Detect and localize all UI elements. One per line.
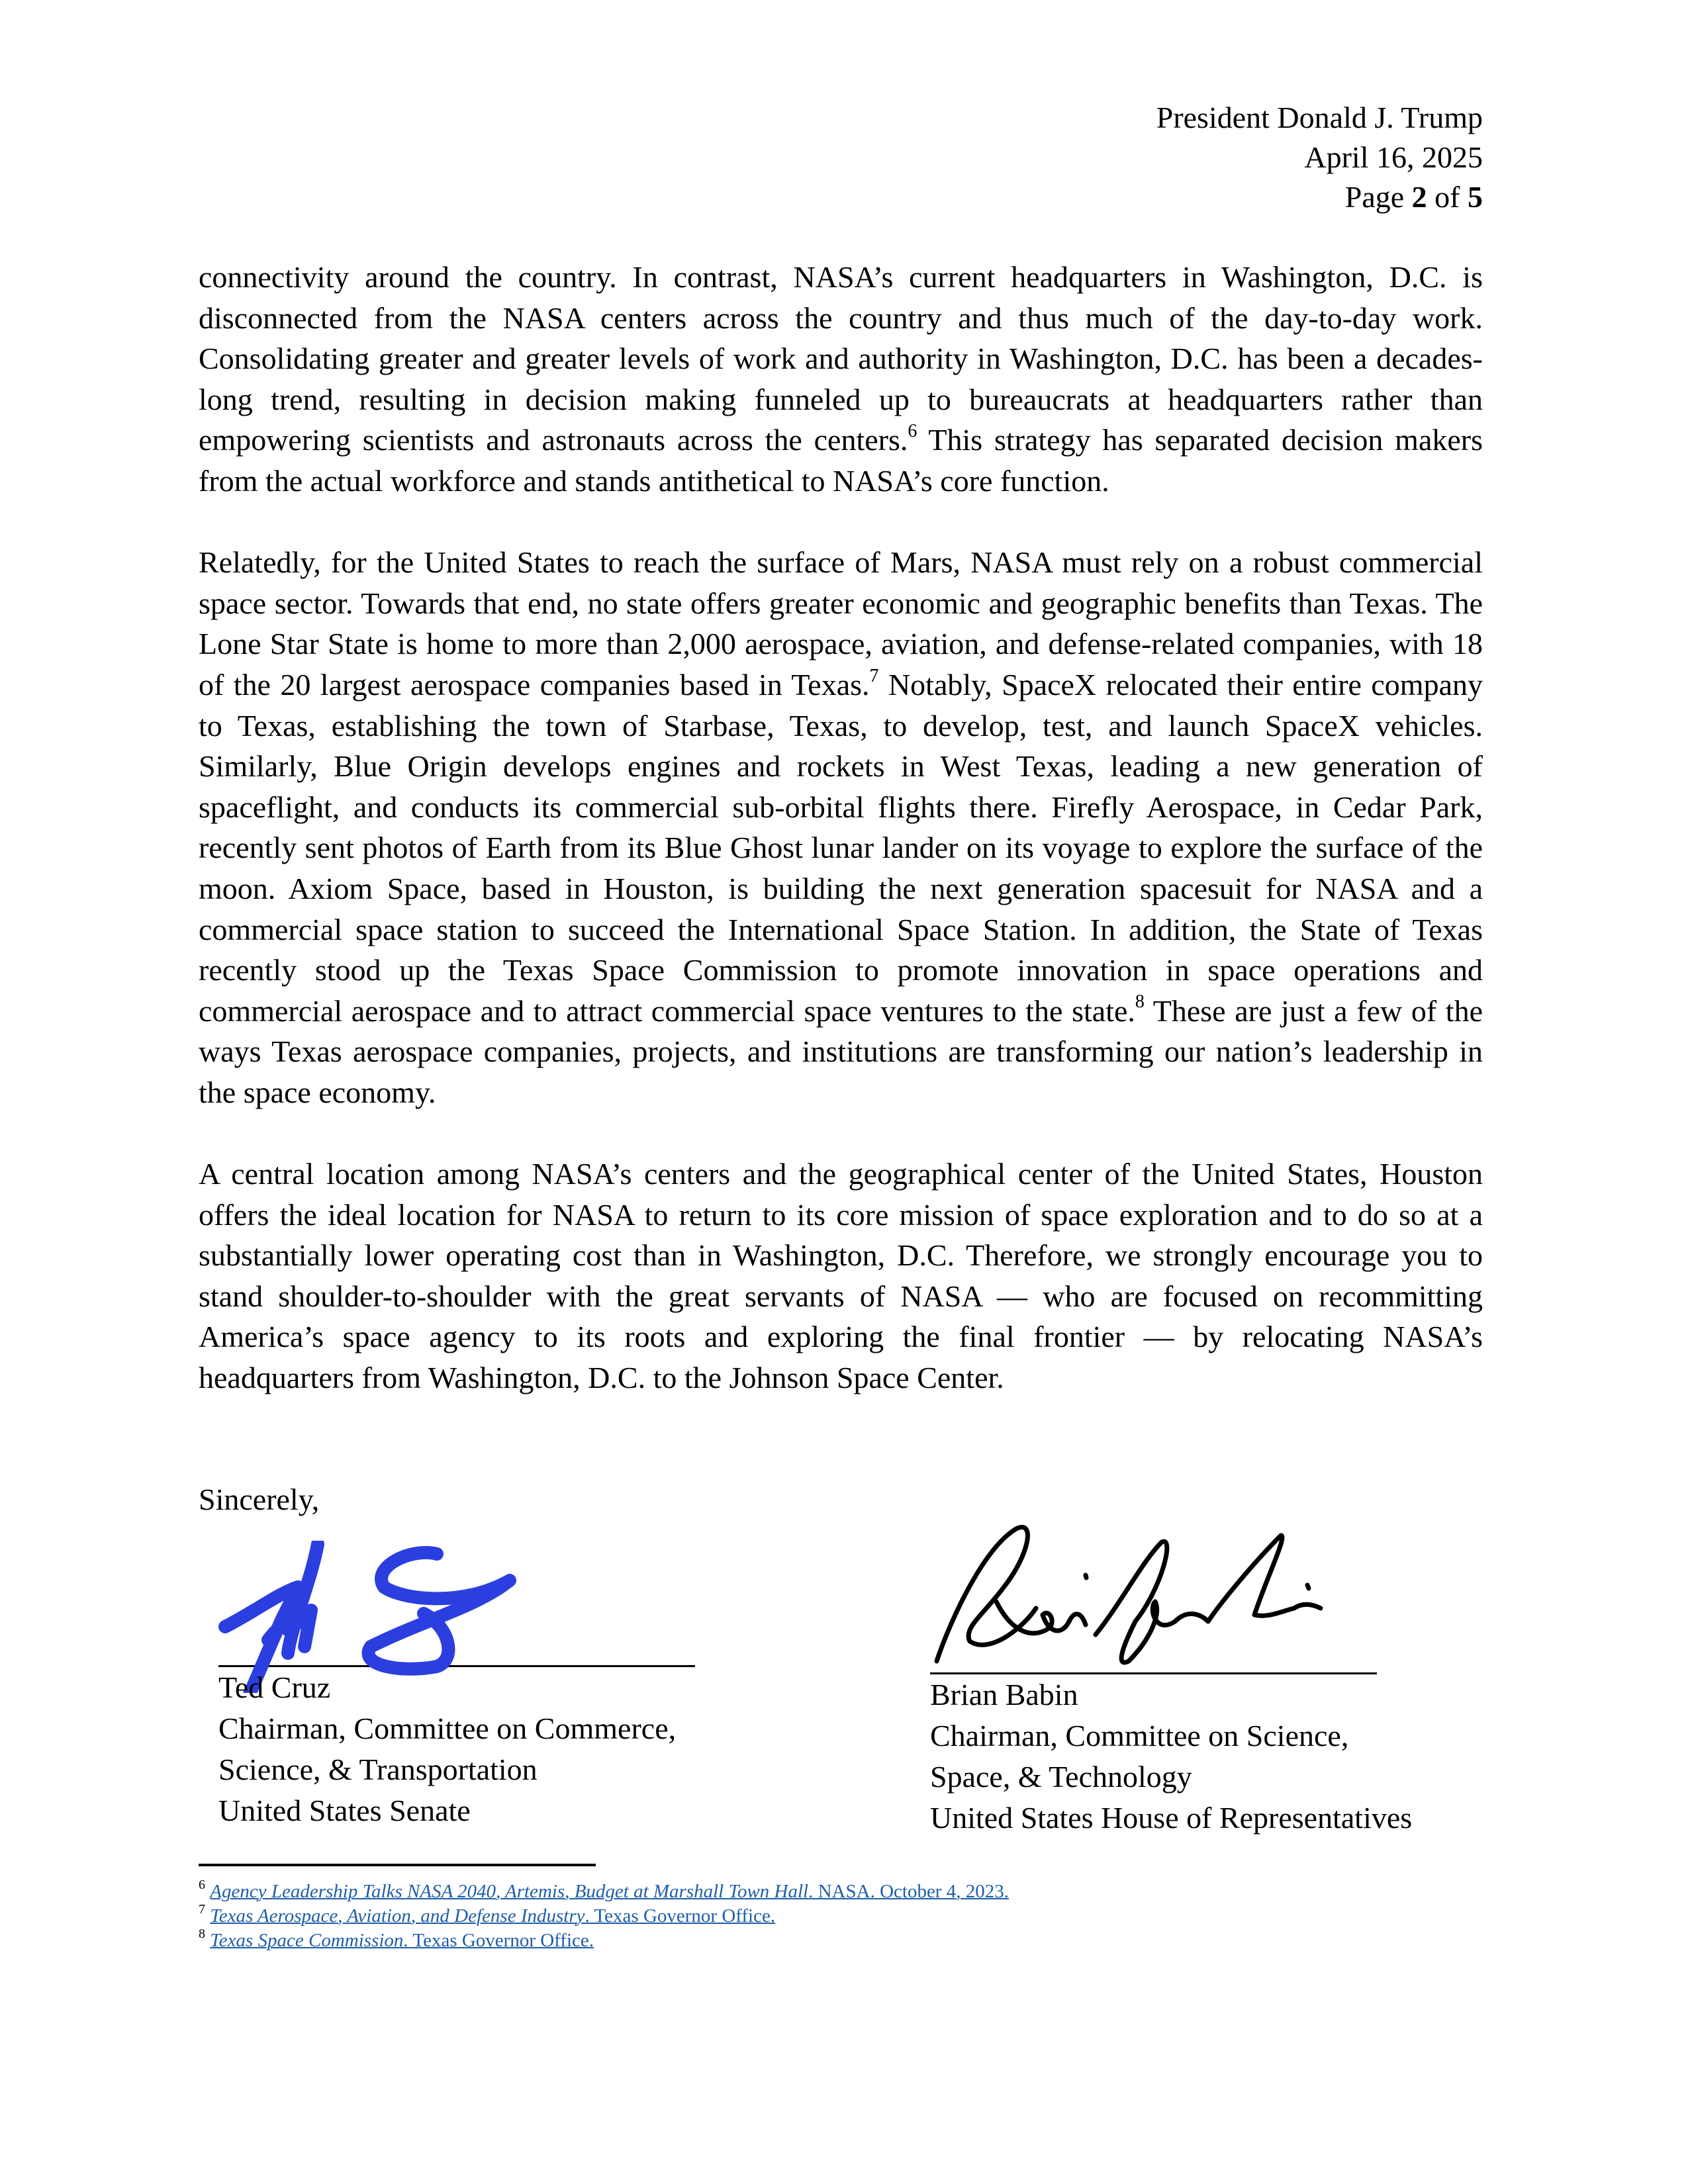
letter-header [1156,98,1483,217]
footnote-link-nasa-2040[interactable]: Agency Leadership Talks NASA 2040, Artemis, Budget at Marshall Town Hall. NASA. October 4, 2023. [210,1881,1009,1902]
page-number: Page 2 of 5 [1344,180,1483,214]
signatory-title-cont: Science, & Transportation [218,1752,538,1786]
letter-body [199,257,1483,1439]
signature-block-babin [930,1509,1513,1839]
footnote-7 [199,1904,1009,1929]
page-total: 5 [1468,180,1483,214]
footnote-ref-8[interactable]: 8 [1135,991,1145,1013]
signatory-name: Ted Cruz [218,1670,331,1704]
signatory-title: Chairman, Committee on Commerce, [218,1711,677,1745]
letter-date: April 16, 2025 [1304,140,1483,174]
footnote-8 [199,1929,1009,1953]
paragraph-headquarters: connectivity around the country. In contrast, NASA’s current headquarters in Washington, D.C. is disconnected from the NASA centers across the country and thus much of the day-to-day work. Consolidating greater and greater levels of work and authority in Washington, D.C. has been a decades-long trend, resulting in decision making funneled up to bureaucrats at headquarters rather than empowering scientists and astronauts across the centers.$^6$ This strategy has separated decision makers from the actual workforce and stands antithetical to NASA’s core function. [199,260,1483,498]
footnote-6 [199,1880,1009,1904]
footnotes [199,1880,1009,1953]
footnote-link-texas-aerospace[interactable]: Texas Aerospace, Aviation, and Defense Industry. Texas Governor Office. [210,1905,776,1927]
footnote-divider [199,1864,596,1866]
footnote-ref-6[interactable]: 6 [908,421,917,442]
signature-block-cruz [218,1547,695,1831]
footnote-number: 7 [199,1902,205,1917]
signatory-title-cont: Space, & Technology [930,1760,1192,1794]
footnote-number: 8 [199,1927,205,1942]
closing: Sincerely, [199,1482,320,1516]
signatory-title: Chairman, Committee on Science, [930,1719,1349,1752]
signatory-chamber: United States House of Representatives [930,1801,1413,1835]
footnote-number: 6 [199,1878,205,1893]
signature-babin-icon [923,1509,1387,1668]
footnote-ref-7[interactable]: 7 [869,665,879,686]
paragraph-houston: A central location among NASA’s centers and the geographical center of the United States, Houston offers the ideal location for NASA to return to its core mission of space exploration and to do so at a substantially lower operating cost than in Washington, D.C. Therefore, we strongly encourage you to stand shoulder-to-shoulder with the great servants of NASA — who are focused on recommitting America’s space agency to its roots and exploring the final frontier — by relocating NASA’s headquarters from Washington, D.C. to the Johnson Space Center. [199,1157,1483,1395]
recipient: President Donald J. Trump [1156,101,1483,134]
footnote-link-texas-space-commission[interactable]: Texas Space Commission. Texas Governor Office. [210,1930,594,1951]
signatory-chamber: United States Senate [218,1794,471,1827]
page-current: 2 [1411,180,1427,214]
signatory-name: Brian Babin [930,1678,1078,1711]
paragraph-texas-space: Relatedly, for the United States to reach the surface of Mars, NASA must rely on a robust commercial space sector. Towards that end, no state offers greater economic and geographic benefits than Texas. The Lone Star State is home to more than 2,000 aerospace, aviation, and defense-related companies, with 18 of the 20 largest aerospace companies based in Texas.$^7$ Notably, SpaceX relocated their entire company to Texas, establishing the town of Starbase, Texas, to develop, test, and launch SpaceX vehicles. Similarly, Blue Origin develops engines and rockets in West Texas, leading a new generation of spaceflight, and conducts its commercial sub-orbital flights there. Firefly Aerospace, in Cedar Park, recently sent photos of Earth from its Blue Ghost lunar lander on its voyage to explore the surface of the moon. Axiom Space, based in Houston, is building the next generation spacesuit for NASA and a commercial space station to succeed the International Space Station. In addition, the State of Texas recently stood up the Texas Space Commission to promote innovation in space operations and commercial aerospace and to attract commercial space ventures to the state.$^8$ These are just a few of the ways Texas aerospace companies, projects, and institutions are transforming our nation’s leadership in the space economy. [199,545,1483,1109]
